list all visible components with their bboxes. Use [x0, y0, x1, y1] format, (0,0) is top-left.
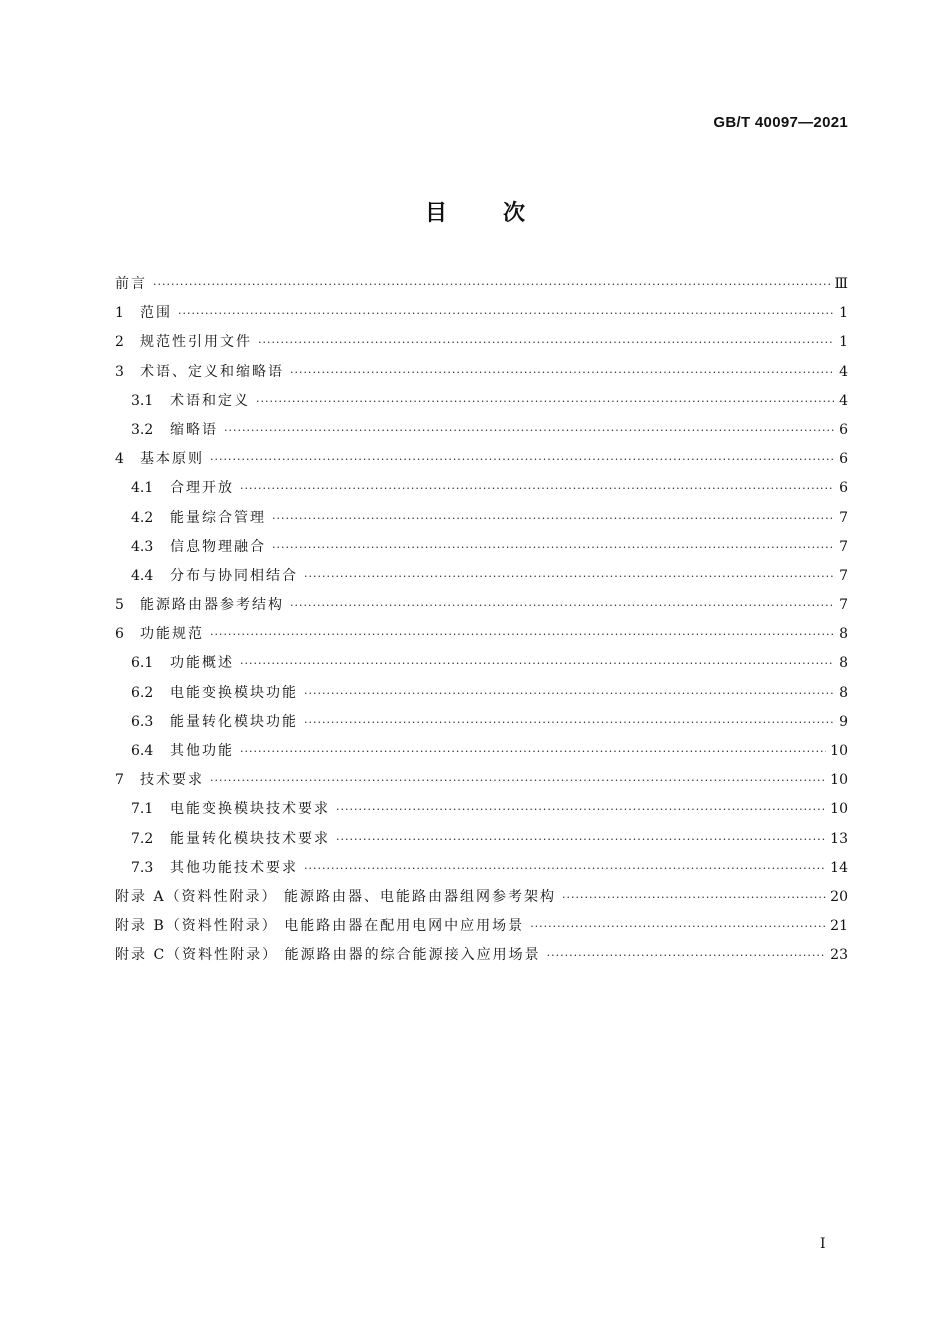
toc-entry-page: 21	[830, 918, 848, 935]
dot-leader	[290, 599, 834, 612]
toc-entry[interactable]	[115, 652, 848, 681]
toc-entry[interactable]	[115, 594, 848, 623]
toc-entry-label: 附录 C（资料性附录） 能源路由器的综合能源接入应用场景	[115, 947, 541, 964]
dot-leader	[210, 774, 826, 787]
toc-entry-label: 功能规范	[140, 626, 204, 643]
page-title: 目次	[424, 200, 581, 226]
dot-leader	[210, 453, 834, 466]
toc-entry-page: 7	[839, 538, 848, 555]
toc-entry[interactable]	[115, 886, 848, 915]
dot-leader	[530, 920, 826, 933]
toc-entry-number: 7.2	[131, 830, 154, 847]
dot-leader	[240, 482, 834, 495]
toc-entry-label: 规范性引用文件	[140, 334, 252, 351]
toc-entry-number: 7.3	[131, 859, 154, 876]
toc-entry-page: 4	[839, 363, 848, 380]
toc-entry-label: 术语和定义	[170, 392, 250, 409]
toc-entry-page: 8	[839, 655, 848, 672]
toc-entry-number: 7.1	[131, 801, 154, 818]
toc-entry-page: 10	[830, 772, 848, 789]
toc-entry[interactable]	[115, 740, 848, 769]
toc-entry[interactable]	[115, 536, 848, 565]
toc-entry[interactable]	[115, 390, 848, 419]
toc-entry[interactable]	[115, 273, 848, 302]
dot-leader	[336, 833, 826, 846]
toc-entry-page: 23	[830, 947, 848, 964]
toc-entry-label: 附录 A（资料性附录） 能源路由器、电能路由器组网参考架构	[115, 888, 557, 905]
toc-entry-label: 附录 B（资料性附录） 电能路由器在配用电网中应用场景	[115, 918, 525, 935]
dot-leader	[336, 803, 826, 816]
toc-entry-number: 6.2	[131, 684, 154, 701]
toc-entry-page: 8	[839, 626, 848, 643]
toc-entry-label: 信息物理融合	[170, 538, 266, 555]
toc-entry[interactable]	[115, 915, 848, 944]
toc-entry-number: 6.4	[131, 743, 154, 759]
toc-entry[interactable]	[115, 302, 848, 331]
toc-entry-page: 4	[839, 392, 848, 409]
toc-entry[interactable]	[115, 828, 848, 857]
toc-entry-label: 术语、定义和缩略语	[140, 363, 284, 380]
toc-entry-label: 缩略语	[170, 421, 218, 438]
toc-entry[interactable]	[115, 623, 848, 652]
toc-entry-label: 能量转化模块技术要求	[170, 830, 330, 847]
toc-entry-label: 能量转化模块功能	[170, 713, 298, 730]
toc-entry-page: 9	[839, 713, 848, 730]
standard-number: GB/T 40097—2021	[713, 114, 848, 131]
dot-leader	[304, 862, 826, 875]
toc-entry[interactable]	[115, 857, 848, 886]
toc-entry-number: 1	[115, 305, 124, 322]
page-number: Ⅰ	[820, 1236, 826, 1252]
toc-entry[interactable]	[115, 682, 848, 711]
toc-entry-number: 3	[115, 363, 124, 380]
toc-entry-number: 4.2	[131, 509, 154, 526]
toc-entry-label: 能量综合管理	[170, 509, 266, 526]
toc-entry-number: 4.3	[131, 538, 154, 555]
toc-entry-label: 范围	[140, 305, 172, 322]
toc-entry-number: 3.1	[131, 392, 154, 409]
table-of-contents	[115, 273, 848, 974]
toc-entry-number: 6.3	[131, 713, 154, 730]
dot-leader	[304, 716, 834, 729]
toc-entry-page: 6	[839, 451, 848, 468]
toc-entry-label: 前言	[115, 276, 147, 292]
dot-leader	[258, 336, 834, 349]
toc-entry-label: 基本原则	[140, 451, 204, 468]
dot-leader	[210, 628, 834, 641]
toc-entry-label: 合理开放	[170, 480, 234, 497]
toc-entry-label: 其他功能	[170, 743, 234, 759]
dot-leader	[562, 891, 826, 904]
dot-leader	[304, 687, 834, 700]
dot-leader	[547, 949, 827, 962]
toc-entry-number: 7	[115, 772, 124, 789]
toc-entry-label: 其他功能技术要求	[170, 859, 298, 876]
dot-leader	[304, 570, 834, 583]
toc-entry-page: 7	[839, 597, 848, 614]
toc-entry-number: 6	[115, 626, 124, 643]
toc-entry-label: 电能变换模块技术要求	[170, 801, 330, 818]
toc-entry[interactable]	[115, 331, 848, 360]
toc-entry-label: 电能变换模块功能	[170, 684, 298, 701]
toc-entry-page: 7	[839, 567, 848, 584]
toc-entry-label: 分布与协同相结合	[170, 567, 298, 584]
dot-leader	[256, 395, 834, 408]
toc-entry-page: 10	[830, 801, 848, 818]
toc-entry-label: 技术要求	[140, 772, 204, 789]
dot-leader	[240, 745, 826, 758]
toc-entry-page: 8	[839, 684, 848, 701]
toc-entry-label: 能源路由器参考结构	[140, 597, 284, 614]
toc-entry[interactable]	[115, 448, 848, 477]
dot-leader	[224, 424, 834, 437]
toc-entry[interactable]	[115, 769, 848, 798]
toc-entry-page: 20	[830, 888, 848, 905]
toc-entry-label: 功能概述	[170, 655, 234, 672]
toc-entry-number: 5	[115, 597, 124, 614]
toc-entry-page: 6	[839, 421, 848, 438]
dot-leader	[290, 366, 834, 379]
toc-entry-page: 1	[839, 305, 848, 322]
toc-entry[interactable]	[115, 507, 848, 536]
dot-leader	[272, 541, 834, 554]
dot-leader	[153, 278, 830, 291]
toc-entry-page: 13	[830, 830, 848, 847]
toc-entry[interactable]	[115, 419, 848, 448]
toc-entry-page: 14	[830, 859, 848, 876]
toc-entry-page: 1	[839, 334, 848, 351]
toc-entry[interactable]	[115, 361, 848, 390]
dot-leader	[240, 657, 834, 670]
dot-leader	[272, 512, 834, 525]
toc-entry-page: 7	[839, 509, 848, 526]
toc-entry-number: 4.4	[131, 567, 154, 584]
toc-entry[interactable]	[115, 477, 848, 506]
toc-entry[interactable]	[115, 944, 848, 973]
dot-leader	[178, 307, 834, 320]
toc-entry-number: 4.1	[131, 480, 154, 497]
toc-entry-number: 3.2	[131, 421, 154, 438]
toc-entry-number: 2	[115, 334, 124, 351]
toc-entry-number: 4	[115, 451, 124, 468]
toc-entry-page: Ⅲ	[834, 276, 848, 292]
toc-entry-page: 10	[830, 743, 848, 759]
toc-entry[interactable]	[115, 565, 848, 594]
toc-entry[interactable]	[115, 711, 848, 740]
toc-entry[interactable]	[115, 798, 848, 827]
toc-entry-number: 6.1	[131, 655, 154, 672]
toc-entry-page: 6	[839, 480, 848, 497]
